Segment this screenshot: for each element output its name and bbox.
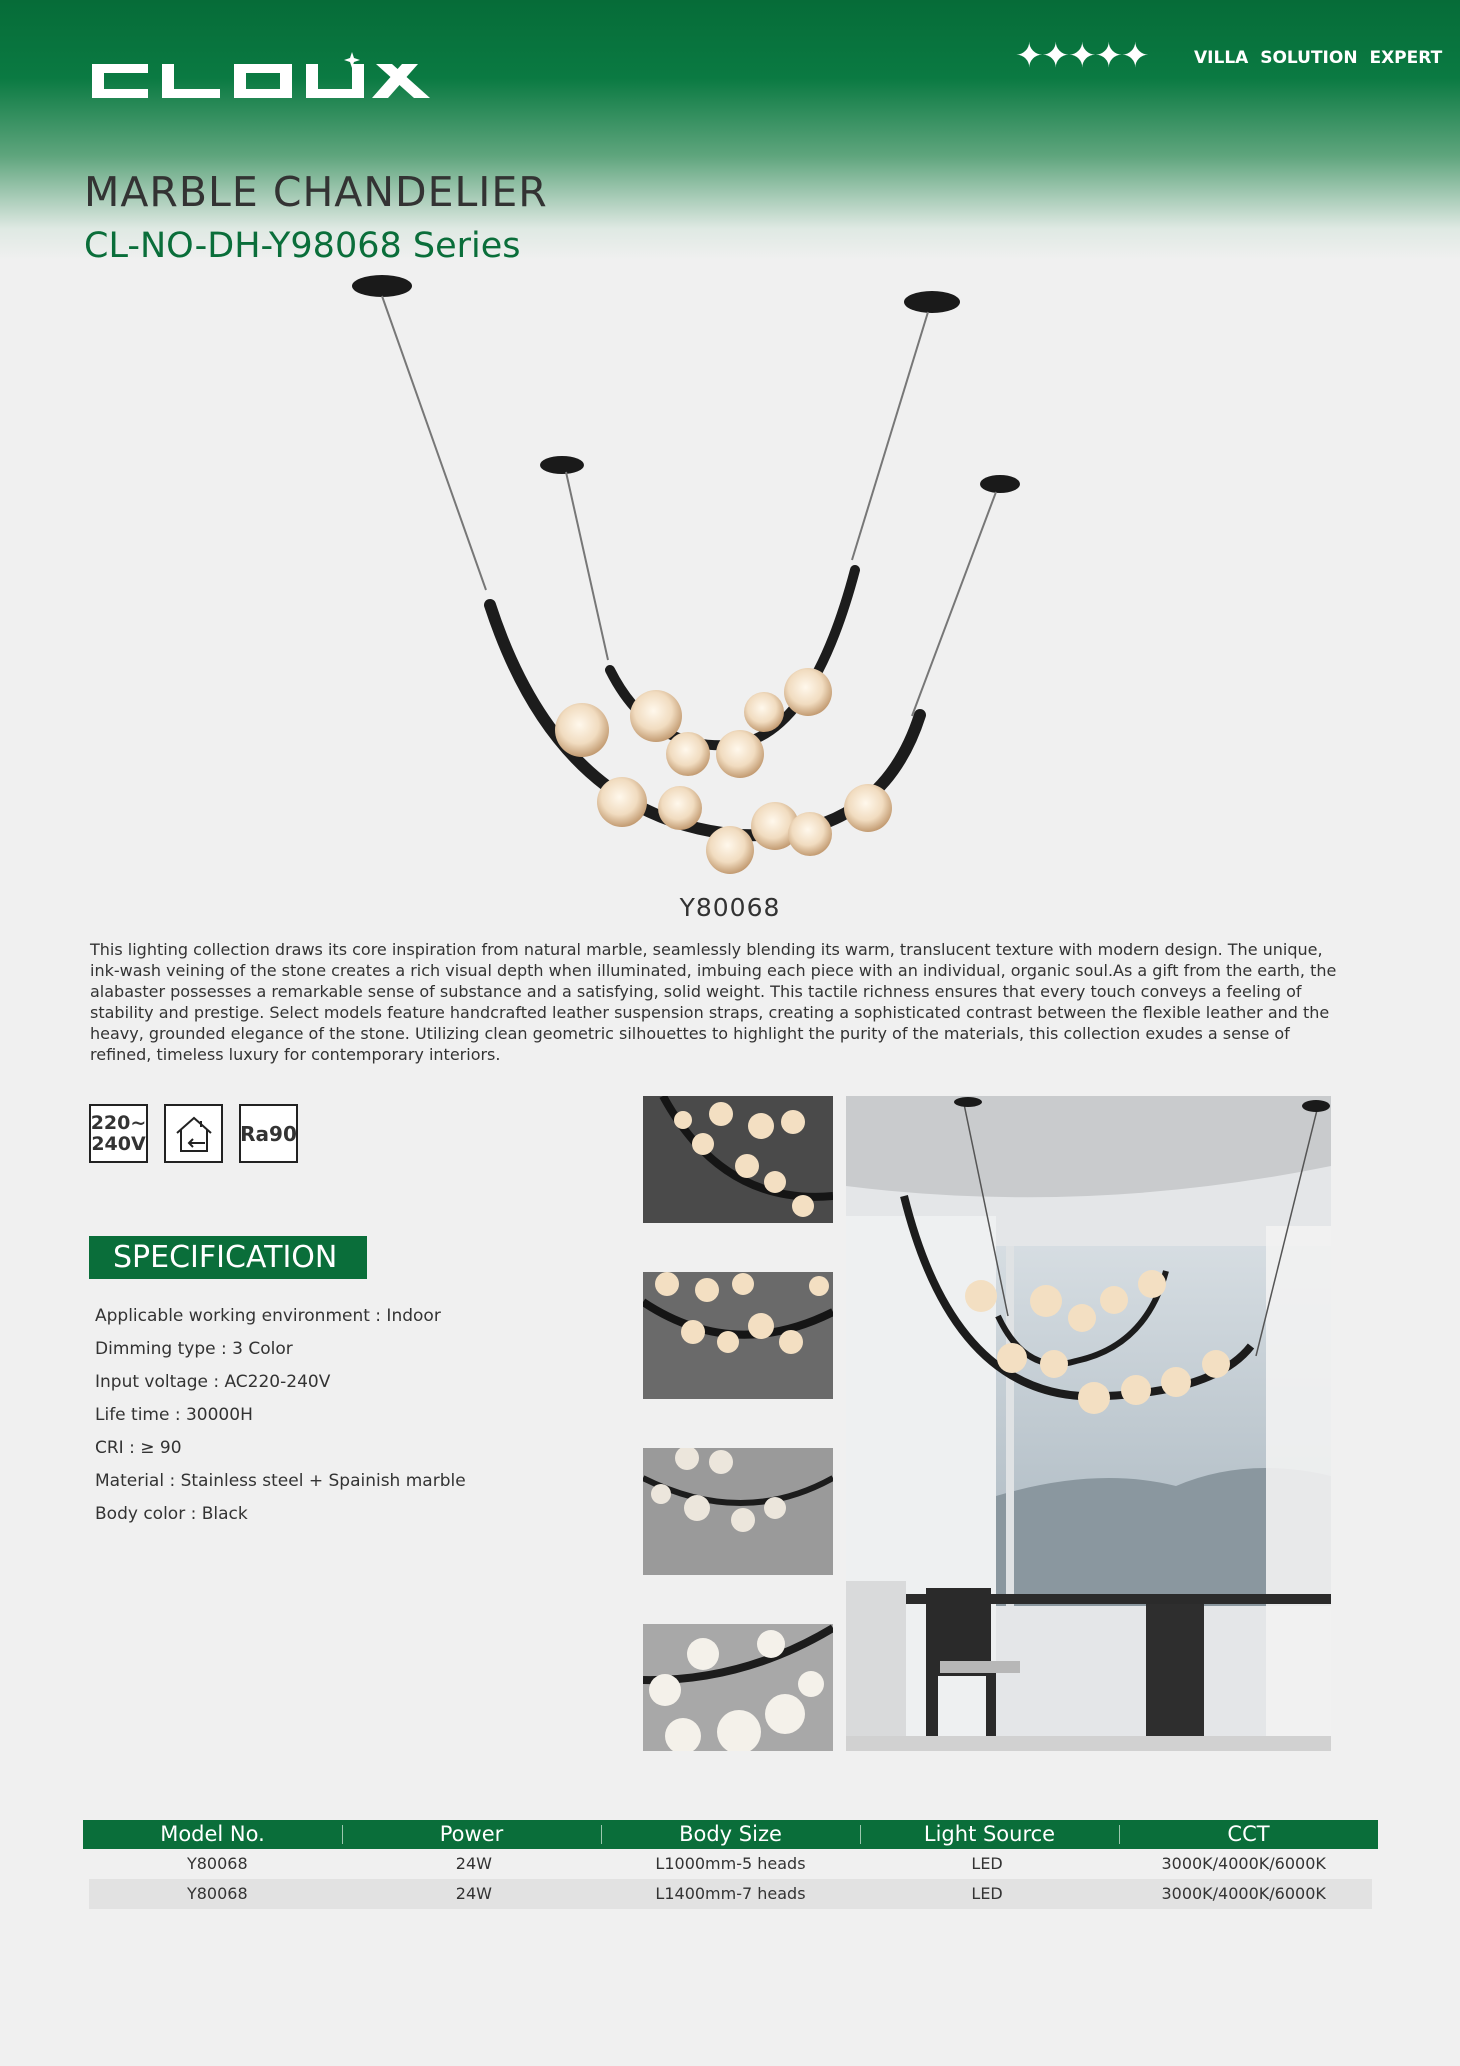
spec-item: Dimming type : 3 Color [95, 1339, 293, 1359]
marble-shade [744, 692, 784, 732]
column-header: Light Source [860, 1820, 1119, 1849]
model-spec-table [83, 1820, 1378, 1909]
table-row [89, 1879, 1372, 1909]
canopy [352, 275, 412, 297]
marble-shade [555, 703, 609, 757]
header-banner [0, 0, 1460, 260]
detail-photo [643, 1448, 833, 1575]
spec-item: Life time : 30000H [95, 1405, 253, 1425]
spec-item: Material : Stainless steel + Spainish marble [95, 1471, 466, 1491]
marble-shade [658, 786, 702, 830]
spec-item: Body color : Black [95, 1504, 248, 1524]
marble-shade [788, 812, 832, 856]
house-arrow-icon [164, 1104, 223, 1163]
specification-heading: SPECIFICATION [89, 1236, 367, 1279]
canopy [980, 475, 1020, 493]
column-header: Power [342, 1820, 601, 1849]
voltage-badge-line2: 240V [91, 1132, 146, 1155]
spec-item: CRI : ≥ 90 [95, 1438, 182, 1458]
voltage-badge-line1: 220~ [90, 1111, 147, 1134]
table-cell: 3000K/4000K/6000K [1161, 1884, 1326, 1903]
detail-photo [643, 1272, 833, 1399]
detail-photo [643, 1096, 833, 1223]
marble-shade [844, 784, 892, 832]
table-cell: L1400mm-7 heads [655, 1884, 806, 1903]
table-cell: 24W [455, 1854, 492, 1873]
rating-stars: ✦✦✦✦✦ [1015, 36, 1148, 76]
product-title: MARBLE CHANDELIER [84, 168, 548, 216]
detail-photo [643, 1624, 833, 1751]
product-series: CL-NO-DH-Y98068 Series [84, 226, 521, 266]
marble-shade [706, 826, 754, 874]
table-row [89, 1849, 1372, 1879]
room-scene-photo [846, 1096, 1331, 1751]
marble-shade [716, 730, 764, 778]
table-cell: 3000K/4000K/6000K [1161, 1854, 1326, 1873]
canopy [904, 291, 960, 313]
hero-chandelier-image [320, 260, 1060, 880]
column-header: Model No. [160, 1822, 265, 1846]
table-cell: LED [971, 1884, 1003, 1903]
column-header: Body Size [601, 1820, 860, 1849]
marble-shade [630, 690, 682, 742]
table-cell: Y80068 [186, 1854, 248, 1873]
table-cell: L1000mm-5 heads [655, 1854, 806, 1873]
canopy [540, 456, 584, 474]
table-header [83, 1820, 1378, 1849]
spec-item: Applicable working environment : Indoor [95, 1306, 441, 1326]
specification-list [95, 1300, 466, 1531]
marble-shade [666, 732, 710, 776]
marble-shade [784, 668, 832, 716]
table-cell: LED [971, 1854, 1003, 1873]
table-cell: 24W [455, 1884, 492, 1903]
ra-badge: Ra90 [239, 1104, 298, 1163]
marble-shade [597, 777, 647, 827]
product-description: This lighting collection draws its core inspiration from natural marble, seamlessly blending its warm, translucent texture with modern design. The unique, ink-wash veining of the stone creates a rich visual depth when illuminated, imbuing each piece with an individual, organic soul.As a gift from the earth, the alabaster possesses a remarkable sense of substance and a satisfying, solid weight. This tactile richness ensures that every touch conveys a feeling of stability and prestige. Select models feature handcrafted leather suspension straps, creating a sophisticated contrast between the flexible leather and the heavy, grounded elegance of the stone. Utilizing clean geometric silhouettes to highlight the purity of the materials, this collection exudes a sense of refined, timeless luxury for contemporary interiors. [90, 940, 1337, 1064]
brand-logo [84, 44, 444, 112]
brand-tagline: VILLA SOLUTION EXPERT [1194, 48, 1443, 68]
model-caption: Y80068 [679, 893, 781, 922]
spec-item: Input voltage : AC220-240V [95, 1372, 331, 1392]
voltage-badge [89, 1104, 148, 1163]
column-header: CCT [1119, 1820, 1378, 1849]
table-cell: Y80068 [186, 1884, 248, 1903]
